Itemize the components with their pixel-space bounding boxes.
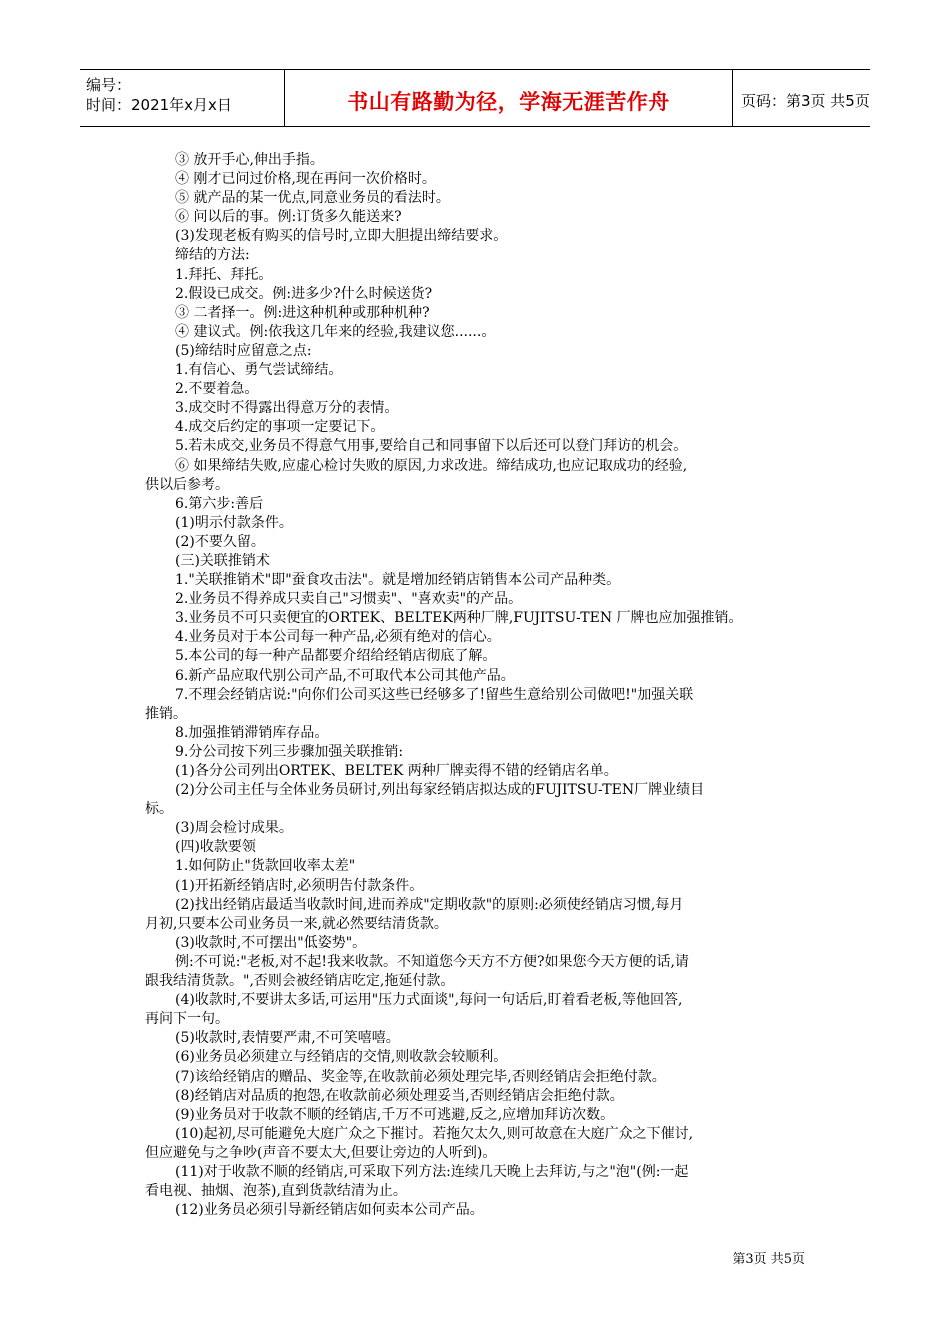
page-footer: 第3页 共5页 <box>732 1252 805 1267</box>
header-left-cell <box>80 70 284 126</box>
text-line: 推销。 <box>145 705 187 722</box>
text-line: 6.新产品应取代别公司产品,不可取代本公司其他产品。 <box>175 667 515 684</box>
text-line: 4.成交后约定的事项一定要记下。 <box>175 419 385 436</box>
text-line: ⑥ 问以后的事。例:订货多久能送来? <box>175 209 402 226</box>
text-line: 月初,只要本公司业务员一来,就必然要结清货款。 <box>145 915 448 932</box>
text-line: 8.加强推销滞销库存品。 <box>175 724 329 741</box>
text-line: 供以后参考。 <box>145 476 229 493</box>
text-line: 例:不可说:"老板,对不起!我来收款。不知道您今天方不方便?如果您今天方便的话,请 <box>175 953 689 970</box>
text-line: 1.拜托、拜托。 <box>175 266 273 283</box>
text-line: 1.如何防止"货款回收率太差" <box>175 858 356 875</box>
text-line: 3.业务员不可只卖便宜的ORTEK、BELTEK两种厂牌,FUJITSU-TEN 厂牌也应加强推销。 <box>175 610 743 627</box>
text-line: (1)各分公司列出ORTEK、BELTEK 两种厂牌卖得不错的经销店名单。 <box>175 763 618 779</box>
text-line: ④ 刚才已问过价格,现在再问一次价格时。 <box>175 171 436 188</box>
header-number-label: 编号： <box>86 76 132 94</box>
text-line: (四)收款要领 <box>175 839 256 856</box>
text-line: (10)起初,尽可能避免大庭广众之下摧讨。若拖欠太久,则可故意在大庭广众之下催讨, <box>175 1125 694 1142</box>
text-line: 但应避免与之争吵(声音不要太大,但要让旁边的人听到)。 <box>145 1144 497 1161</box>
text-line: (2)找出经销店最适当收款时间,进而养成"定期收款"的原则:必须使经销店习惯,每月 <box>175 896 684 913</box>
text-line: ③ 二者择一。例:进这种机种或那种机种? <box>175 304 430 321</box>
text-line: ③ 放开手心,伸出手指。 <box>175 152 324 168</box>
text-line: 1."关联推销术"即"蚕食攻击法"。就是增加经销店销售本公司产品种类。 <box>175 572 621 589</box>
text-line: 2.假设已成交。例:进多少?什么时候送货? <box>175 285 433 302</box>
text-line: 7.不理会经销店说:"向你们公司买这些已经够多了!留些生意给别公司做吧!"加强关联 <box>175 686 694 703</box>
text-line: (11)对于收款不顺的经销店,可采取下列方法:连续几天晚上去拜访,与之"泡"(例:一起 <box>175 1163 689 1180</box>
text-line: (4)收款时,不要讲太多话,可运用"压力式面谈",每问一句话后,盯着看老板,等他回答, <box>175 992 683 1009</box>
header-time-label: 时间：2021年x月x日 <box>86 96 232 114</box>
text-line: (2)不要久留。 <box>175 533 265 550</box>
text-line: 2.不要着急。 <box>175 381 259 398</box>
text-line: (12)业务员必须引导新经销店如何卖本公司产品。 <box>175 1202 484 1219</box>
text-line: 再问下一句。 <box>145 1011 229 1028</box>
header-page-label: 页码：第3页 共5页 <box>741 92 870 110</box>
text-line: 3.成交时不得露出得意万分的表情。 <box>175 400 399 417</box>
text-line: (8)经销店对品质的抱怨,在收款前必须处理妥当,否则经销店会拒绝付款。 <box>175 1087 624 1104</box>
text-line: 跟我结清货款。",否则会被经销店吃定,拖延付款。 <box>145 973 455 990</box>
text-line: (5)收款时,表情要严肃,不可笑嘻嘻。 <box>175 1030 400 1047</box>
text-line: 5.本公司的每一种产品都要介绍给经销店彻底了解。 <box>175 648 497 665</box>
header-motto-cell <box>284 70 733 126</box>
text-line: (3)发现老板有购买的信号时,立即大胆提出缔结要求。 <box>175 228 508 245</box>
text-line: 4.业务员对于本公司每一种产品,必须有绝对的信心。 <box>175 629 501 646</box>
header-right-cell <box>733 70 870 126</box>
text-line: 9.分公司按下列三步骤加强关联推销: <box>175 743 404 760</box>
text-line: (2)分公司主任与全体业务员研讨,列出每家经销店拟达成的FUJITSU-TEN厂牌业绩目 <box>175 782 705 799</box>
text-line: (三)关联推销术 <box>175 552 270 569</box>
text-line: (3)收款时,不可摆出"低姿势"。 <box>175 934 367 951</box>
text-line: (5)缔结时应留意之点: <box>175 342 312 359</box>
text-line: (3)周会检讨成果。 <box>175 820 293 837</box>
text-line: 缔结的方法: <box>175 247 250 264</box>
text-line: ⑤ 就产品的某一优点,同意业务员的看法时。 <box>175 190 450 207</box>
text-line: (7)该给经销店的赠品、奖金等,在收款前必须处理完毕,否则经销店会拒绝付款。 <box>175 1068 666 1085</box>
text-line: ⑥ 如果缔结失败,应虚心检讨失败的原因,力求改进。缔结成功,也应记取成功的经验, <box>175 457 688 474</box>
text-line: 2.业务员不得养成只卖自己"习惯卖"、"喜欢卖"的产品。 <box>175 591 523 608</box>
text-line: (9)业务员对于收款不顺的经销店,千万不可逃避,反之,应增加拜访次数。 <box>175 1106 615 1123</box>
text-line: 1.有信心、勇气尝试缔结。 <box>175 362 343 379</box>
page-header <box>80 69 870 127</box>
text-line: (1)开拓新经销店时,必须明告付款条件。 <box>175 877 424 894</box>
text-line: (1)明示付款条件。 <box>175 514 293 531</box>
text-line: (6)业务员必须建立与经销店的交情,则收款会较顺利。 <box>175 1049 508 1066</box>
header-motto: 书山有路勤为径，学海无涯苦作舟 <box>347 90 670 114</box>
text-line: 标。 <box>145 801 173 818</box>
text-line: 6.第六步:善后 <box>175 495 264 512</box>
document-body <box>145 151 810 1220</box>
text-line: 看电视、抽烟、泡茶),直到货款结清为止。 <box>145 1183 407 1200</box>
text-line: ④ 建议式。例:依我这几年来的经验,我建议您......。 <box>175 323 496 340</box>
text-line: 5.若未成交,业务员不得意气用事,要给自己和同事留下以后还可以登门拜访的机会。 <box>175 438 688 455</box>
